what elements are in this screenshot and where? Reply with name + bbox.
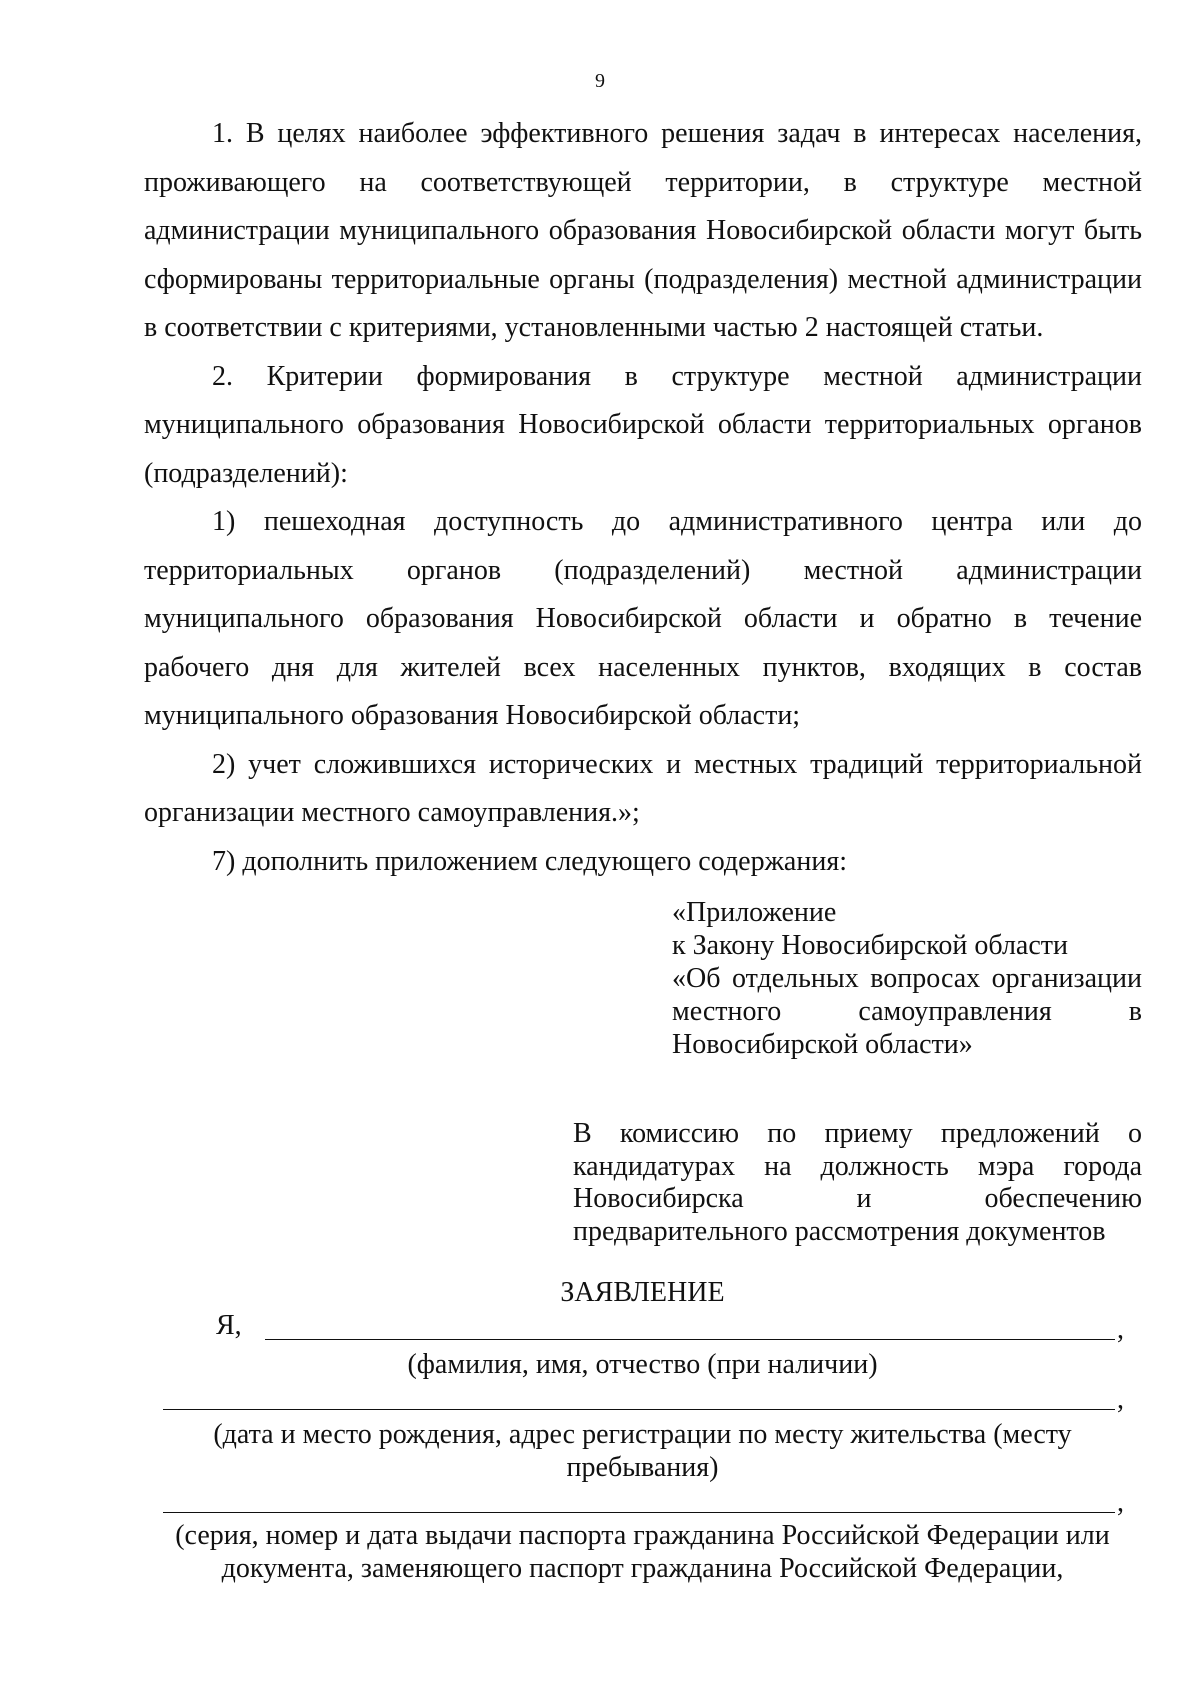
paragraph-criterion-2: 2) учет сложившихся исторических и местных традиций территориальной организации местного самоуправления.»;	[144, 748, 1142, 828]
paragraph-criteria-heading: 2. Критерии формирования в структуре местной администрации муниципального образования Новосибирской области территориальных органов (подразделений):	[144, 360, 1142, 489]
passport-line-comma: ,	[1117, 1487, 1124, 1518]
name-fill-line[interactable]	[265, 1339, 1115, 1340]
form-prefix: Я,	[216, 1310, 242, 1341]
passport-fill-line[interactable]	[163, 1512, 1115, 1513]
paragraph-territorial-bodies: 1. В целях наиболее эффективного решения задач в интересах населения, проживающего на соответствующей территории, в структуре местной администрации муниципального образования Новосибирской области могут быть сформированы территориальные органы (подразделения) местной администрации в соответствии с критериями, установленными частью 2 настоящей статьи.	[144, 118, 1142, 343]
appendix-heading-line: «Приложение	[672, 897, 837, 928]
addressee-line: В комиссию по приему предложений о	[573, 1118, 1142, 1149]
birth-line-comma: ,	[1117, 1384, 1124, 1415]
addressee-line: кандидатурах на должность мэра города	[573, 1150, 1142, 1182]
appendix-heading-line: Новосибирской области»	[672, 1029, 973, 1060]
appendix-heading-line: «Об отдельных вопросах организации	[672, 963, 1142, 994]
appendix-heading-line: к Закону Новосибирской области	[672, 930, 1069, 961]
addressee-line: Новосибирска и обеспечению	[573, 1183, 1142, 1214]
appendix-heading	[672, 896, 1142, 1061]
caption-passport-line-1: (серия, номер и дата выдачи паспорта гражданина Российской Федерации или	[175, 1520, 1110, 1551]
paragraph-criterion-1: 1) пешеходная доступность до административного центра или до территориальных органов (подразделений) местной администрации муниципального образования Новосибирской области и обратно в течение рабочего дня для жителей всех населенных пунктов, входящих в состав муниципального образования Новосибирской области;	[144, 506, 1142, 731]
addressee-line: предварительного рассмотрения документов	[573, 1215, 1106, 1247]
law-text-body	[144, 110, 1142, 886]
caption-passport-line-2: документа, заменяющего паспорт гражданина Российской Федерации,	[221, 1553, 1064, 1584]
name-line-comma: ,	[1117, 1314, 1124, 1345]
form-title: ЗАЯВЛЕНИЕ	[560, 1277, 725, 1308]
caption-name: (фамилия, имя, отчество (при наличии)	[407, 1349, 878, 1380]
addressee-block	[573, 1118, 1142, 1248]
page-number: 9	[595, 70, 605, 92]
caption-birth-address-line-2: пребывания)	[566, 1452, 719, 1483]
paragraph-amendment-7: 7) дополнить приложением следующего содержания:	[212, 845, 847, 877]
birth-address-fill-line[interactable]	[163, 1409, 1115, 1410]
caption-birth-address-line-1: (дата и место рождения, адрес регистрации по месту жительства (месту	[213, 1419, 1072, 1450]
appendix-heading-line: местного самоуправления в	[672, 996, 1142, 1027]
